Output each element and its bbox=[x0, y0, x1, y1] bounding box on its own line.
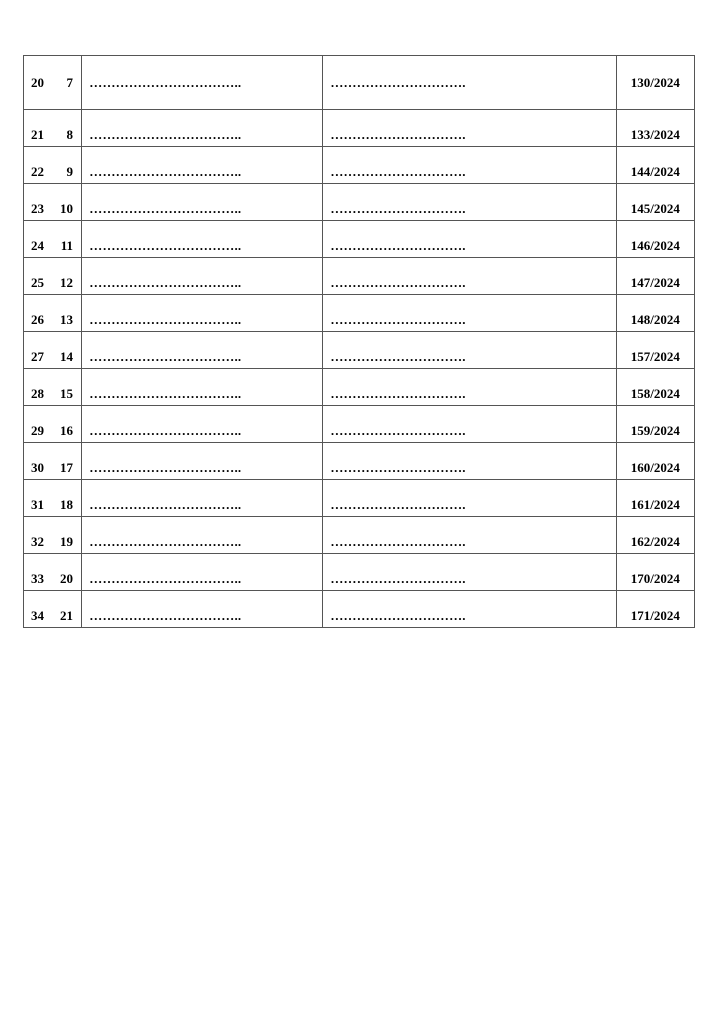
overall-number: 26 bbox=[31, 312, 44, 327]
reference-number: 157/2024 bbox=[630, 349, 680, 364]
sequence-number: 12 bbox=[60, 275, 73, 290]
name-placeholder-cell bbox=[82, 406, 323, 443]
table-row bbox=[24, 332, 695, 369]
name-placeholder: …………………………….. bbox=[89, 74, 242, 90]
name-placeholder: …………………………….. bbox=[89, 164, 242, 179]
table-row bbox=[24, 258, 695, 295]
reference-number-cell bbox=[616, 221, 694, 258]
reference-number: 160/2024 bbox=[630, 460, 680, 475]
sequence-number: 19 bbox=[60, 534, 73, 549]
sequence-number: 20 bbox=[60, 571, 73, 586]
table-row bbox=[24, 184, 695, 221]
sequence-number: 13 bbox=[60, 312, 73, 327]
name-placeholder: …………………………….. bbox=[89, 238, 242, 253]
detail-placeholder-cell bbox=[323, 184, 616, 221]
table-row bbox=[24, 295, 695, 332]
detail-placeholder-cell bbox=[323, 517, 616, 554]
reference-number: 148/2024 bbox=[630, 312, 680, 327]
name-placeholder-cell bbox=[82, 517, 323, 554]
overall-number: 25 bbox=[31, 275, 44, 290]
overall-number: 21 bbox=[31, 127, 44, 142]
name-placeholder-cell bbox=[82, 443, 323, 480]
name-placeholder: …………………………….. bbox=[89, 497, 242, 512]
sequence-number: 8 bbox=[66, 127, 73, 142]
sequence-number: 18 bbox=[60, 497, 73, 512]
overall-number: 22 bbox=[31, 164, 44, 179]
row-number-cell bbox=[24, 258, 82, 295]
overall-number: 23 bbox=[31, 201, 44, 216]
table-row bbox=[24, 56, 695, 110]
sequence-number: 21 bbox=[60, 608, 73, 623]
reference-number-cell bbox=[616, 258, 694, 295]
detail-placeholder-cell bbox=[323, 369, 616, 406]
table-row bbox=[24, 554, 695, 591]
detail-placeholder: …………………………. bbox=[330, 534, 466, 549]
name-placeholder-cell bbox=[82, 110, 323, 147]
sequence-number: 11 bbox=[60, 238, 73, 253]
row-number-cell bbox=[24, 221, 82, 258]
detail-placeholder: …………………………. bbox=[330, 460, 466, 475]
detail-placeholder-cell bbox=[323, 110, 616, 147]
detail-placeholder-cell bbox=[323, 443, 616, 480]
table-row bbox=[24, 110, 695, 147]
reference-number: 159/2024 bbox=[630, 423, 680, 438]
overall-number: 32 bbox=[31, 534, 44, 549]
detail-placeholder: …………………………. bbox=[330, 164, 466, 179]
name-placeholder: …………………………….. bbox=[89, 386, 242, 401]
row-number-cell bbox=[24, 554, 82, 591]
reference-number-cell bbox=[616, 295, 694, 332]
row-number-cell bbox=[24, 184, 82, 221]
detail-placeholder: …………………………. bbox=[330, 497, 466, 512]
name-placeholder: …………………………….. bbox=[89, 460, 242, 475]
table-row bbox=[24, 443, 695, 480]
row-number-cell bbox=[24, 406, 82, 443]
detail-placeholder: …………………………. bbox=[330, 386, 466, 401]
reference-number: 171/2024 bbox=[630, 608, 680, 623]
sequence-number: 15 bbox=[60, 386, 73, 401]
table-row bbox=[24, 147, 695, 184]
reference-number-cell bbox=[616, 406, 694, 443]
detail-placeholder: …………………………. bbox=[330, 74, 466, 90]
detail-placeholder: …………………………. bbox=[330, 571, 466, 586]
detail-placeholder: …………………………. bbox=[330, 423, 466, 438]
sequence-number: 7 bbox=[66, 74, 73, 90]
name-placeholder: …………………………….. bbox=[89, 571, 242, 586]
reference-number: 130/2024 bbox=[630, 74, 680, 90]
reference-number-cell bbox=[616, 56, 694, 110]
reference-number-cell bbox=[616, 184, 694, 221]
overall-number: 29 bbox=[31, 423, 44, 438]
detail-placeholder: …………………………. bbox=[330, 312, 466, 327]
row-number-cell bbox=[24, 56, 82, 110]
name-placeholder: …………………………….. bbox=[89, 534, 242, 549]
overall-number: 27 bbox=[31, 349, 44, 364]
table-row bbox=[24, 480, 695, 517]
overall-number: 28 bbox=[31, 386, 44, 401]
row-number-cell bbox=[24, 480, 82, 517]
detail-placeholder-cell bbox=[323, 221, 616, 258]
reference-number-cell bbox=[616, 110, 694, 147]
overall-number: 34 bbox=[31, 608, 44, 623]
reference-number: 162/2024 bbox=[630, 534, 680, 549]
detail-placeholder: …………………………. bbox=[330, 201, 466, 216]
reference-number-cell bbox=[616, 332, 694, 369]
sequence-number: 10 bbox=[60, 201, 73, 216]
detail-placeholder-cell bbox=[323, 147, 616, 184]
name-placeholder-cell bbox=[82, 332, 323, 369]
detail-placeholder: …………………………. bbox=[330, 238, 466, 253]
name-placeholder: …………………………….. bbox=[89, 423, 242, 438]
detail-placeholder: …………………………. bbox=[330, 349, 466, 364]
name-placeholder-cell bbox=[82, 591, 323, 628]
reference-number-cell bbox=[616, 554, 694, 591]
detail-placeholder-cell bbox=[323, 591, 616, 628]
name-placeholder-cell bbox=[82, 147, 323, 184]
reference-number: 145/2024 bbox=[630, 201, 680, 216]
name-placeholder-cell bbox=[82, 295, 323, 332]
detail-placeholder-cell bbox=[323, 480, 616, 517]
name-placeholder-cell bbox=[82, 258, 323, 295]
reference-number-cell bbox=[616, 480, 694, 517]
reference-number: 161/2024 bbox=[630, 497, 680, 512]
table-row bbox=[24, 369, 695, 406]
name-placeholder-cell bbox=[82, 56, 323, 110]
table-row bbox=[24, 221, 695, 258]
reference-number-cell bbox=[616, 591, 694, 628]
row-number-cell bbox=[24, 591, 82, 628]
row-number-cell bbox=[24, 443, 82, 480]
name-placeholder-cell bbox=[82, 221, 323, 258]
name-placeholder-cell bbox=[82, 480, 323, 517]
sequence-number: 16 bbox=[60, 423, 73, 438]
table-row bbox=[24, 517, 695, 554]
detail-placeholder-cell bbox=[323, 332, 616, 369]
row-number-cell bbox=[24, 147, 82, 184]
name-placeholder: …………………………….. bbox=[89, 349, 242, 364]
reference-number: 146/2024 bbox=[630, 238, 680, 253]
reference-number-cell bbox=[616, 369, 694, 406]
table-row bbox=[24, 406, 695, 443]
detail-placeholder-cell bbox=[323, 554, 616, 591]
sequence-number: 14 bbox=[60, 349, 73, 364]
row-number-cell bbox=[24, 295, 82, 332]
sequence-number: 9 bbox=[66, 164, 73, 179]
register-table-body bbox=[24, 56, 695, 628]
detail-placeholder-cell bbox=[323, 406, 616, 443]
name-placeholder-cell bbox=[82, 554, 323, 591]
name-placeholder: …………………………….. bbox=[89, 201, 242, 216]
reference-number: 144/2024 bbox=[630, 164, 680, 179]
name-placeholder: …………………………….. bbox=[89, 127, 242, 142]
table-row bbox=[24, 591, 695, 628]
overall-number: 31 bbox=[31, 497, 44, 512]
name-placeholder: …………………………….. bbox=[89, 608, 242, 623]
row-number-cell bbox=[24, 517, 82, 554]
reference-number: 170/2024 bbox=[630, 571, 680, 586]
detail-placeholder: …………………………. bbox=[330, 275, 466, 290]
detail-placeholder-cell bbox=[323, 56, 616, 110]
detail-placeholder-cell bbox=[323, 295, 616, 332]
overall-number: 20 bbox=[31, 74, 44, 90]
name-placeholder-cell bbox=[82, 369, 323, 406]
name-placeholder: …………………………….. bbox=[89, 275, 242, 290]
row-number-cell bbox=[24, 369, 82, 406]
reference-number-cell bbox=[616, 443, 694, 480]
overall-number: 24 bbox=[31, 238, 44, 253]
name-placeholder-cell bbox=[82, 184, 323, 221]
detail-placeholder: …………………………. bbox=[330, 608, 466, 623]
overall-number: 33 bbox=[31, 571, 44, 586]
overall-number: 30 bbox=[31, 460, 44, 475]
register-table bbox=[23, 55, 695, 628]
row-number-cell bbox=[24, 110, 82, 147]
reference-number-cell bbox=[616, 147, 694, 184]
reference-number: 133/2024 bbox=[630, 127, 680, 142]
name-placeholder: …………………………….. bbox=[89, 312, 242, 327]
row-number-cell bbox=[24, 332, 82, 369]
reference-number-cell bbox=[616, 517, 694, 554]
reference-number: 158/2024 bbox=[630, 386, 680, 401]
reference-number: 147/2024 bbox=[630, 275, 680, 290]
detail-placeholder-cell bbox=[323, 258, 616, 295]
detail-placeholder: …………………………. bbox=[330, 127, 466, 142]
sequence-number: 17 bbox=[60, 460, 73, 475]
